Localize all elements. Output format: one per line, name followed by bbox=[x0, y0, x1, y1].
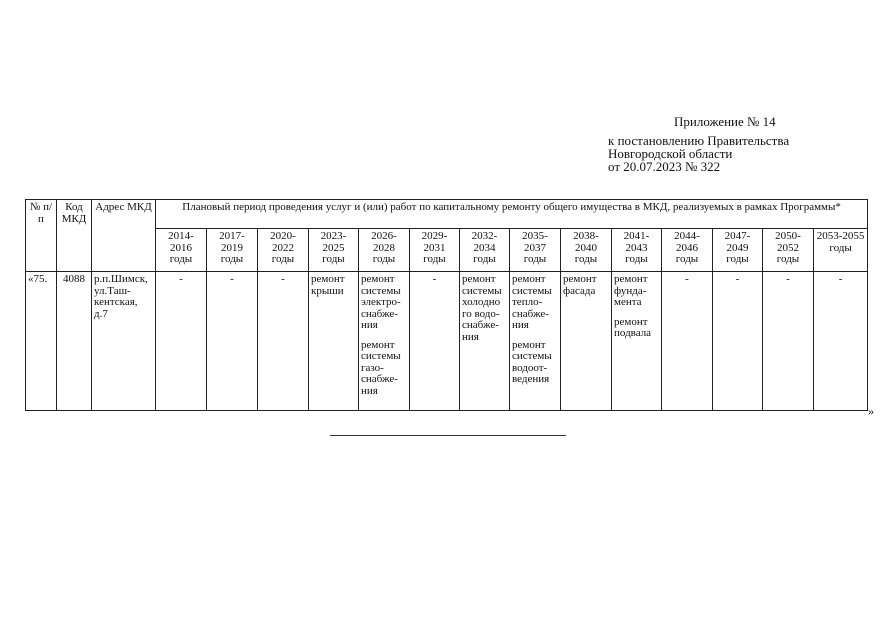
row-code: 4088 bbox=[57, 272, 92, 411]
footer-divider bbox=[330, 435, 566, 436]
col-header-address: Адрес МКД bbox=[92, 200, 156, 272]
period-header: 2029-2031 годы bbox=[410, 229, 460, 272]
header-line-3: от 20.07.2023 № 322 bbox=[608, 159, 721, 174]
period-header: 2053-2055 годы bbox=[814, 229, 868, 272]
period-header: 2041-2043 годы bbox=[612, 229, 662, 272]
work-item: ремонт подвала bbox=[614, 315, 652, 339]
period-cell: - bbox=[713, 272, 763, 411]
closing-quote: » bbox=[868, 404, 874, 418]
header-line-1: к постановлению Правительства bbox=[608, 133, 790, 148]
document-header bbox=[608, 115, 789, 173]
header-line-2: Новгородской области bbox=[608, 146, 733, 161]
period-header: 2047-2049 годы bbox=[713, 229, 763, 272]
period-title: Плановый период проведения услуг и (или) работ по капитальному ремонту общего имущества в МКД, реализуемых в рамках Программы* bbox=[156, 200, 868, 229]
work-item: ремонт системы водоот-ведения bbox=[512, 338, 552, 385]
row-num: «75. bbox=[26, 272, 57, 411]
period-cell: ремонт системы холодно го водо-снабже-ния bbox=[460, 272, 510, 411]
appendix-title: Приложение № 14 bbox=[674, 114, 776, 129]
period-cell bbox=[359, 272, 410, 411]
row-address: р.п.Шимск, ул.Таш-кентская, д.7 bbox=[92, 272, 156, 411]
period-header: 2032-2034 годы bbox=[460, 229, 510, 272]
period-cell: - bbox=[156, 272, 207, 411]
work-item: ремонт системы электро-снабже-ния bbox=[361, 273, 401, 331]
period-header: 2050-2052 годы bbox=[763, 229, 814, 272]
period-header: 2023-2025 годы bbox=[309, 229, 359, 272]
period-cell: - bbox=[662, 272, 713, 411]
period-header: 2017-2019 годы bbox=[207, 229, 258, 272]
repair-schedule-table bbox=[25, 199, 868, 411]
col-header-code: Код МКД bbox=[57, 200, 92, 272]
work-item: ремонт фунда-мента bbox=[614, 273, 648, 308]
period-cell: - bbox=[410, 272, 460, 411]
period-cell: - bbox=[258, 272, 309, 411]
period-cell: ремонт крыши bbox=[309, 272, 359, 411]
period-cell: - bbox=[763, 272, 814, 411]
work-item: ремонт системы газо-снабже-ния bbox=[361, 338, 401, 397]
period-cell: ремонт фасада bbox=[561, 272, 612, 411]
col-header-num: № п/п bbox=[26, 200, 57, 272]
table-row bbox=[26, 272, 868, 411]
period-header: 2026-2028 годы bbox=[359, 229, 410, 272]
period-cell bbox=[612, 272, 662, 411]
period-header: 2020-2022 годы bbox=[258, 229, 309, 272]
period-cell: - bbox=[207, 272, 258, 411]
period-header: 2044-2046 годы bbox=[662, 229, 713, 272]
period-header: 2035-2037 годы bbox=[510, 229, 561, 272]
work-item: ремонт системы тепло-снабже-ния bbox=[512, 273, 552, 331]
period-cell bbox=[510, 272, 561, 411]
period-header: 2014-2016 годы bbox=[156, 229, 207, 272]
period-header: 2038-2040 годы bbox=[561, 229, 612, 272]
period-cell: - bbox=[814, 272, 868, 411]
